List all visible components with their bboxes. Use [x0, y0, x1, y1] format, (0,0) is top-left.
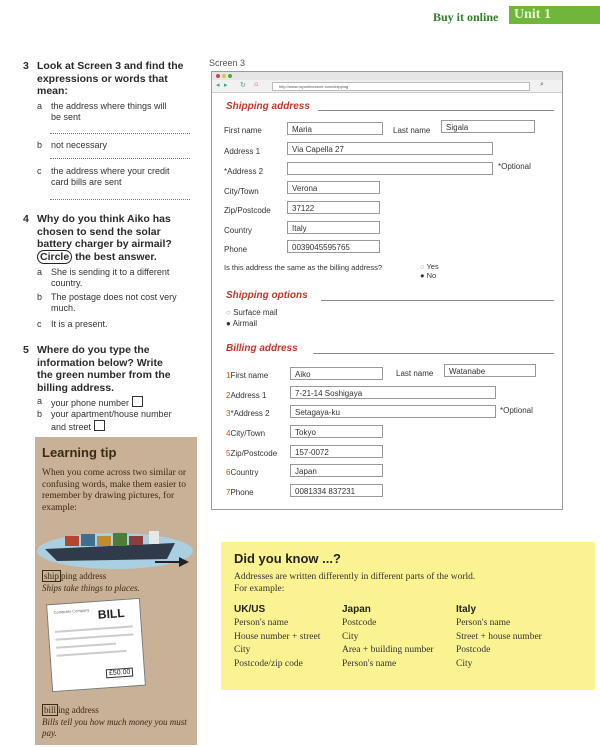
list-item: Postcode	[342, 618, 377, 628]
q4-line	[37, 251, 172, 264]
billing-address2-label	[226, 409, 270, 418]
bill-company: Computer Company	[53, 607, 90, 615]
column-list-japan	[342, 617, 434, 671]
item-line: She is sending it to a different	[51, 267, 170, 277]
label-text: First name	[230, 371, 269, 380]
q4-item-b[interactable]	[37, 292, 197, 316]
radio-yes-label: Yes	[426, 262, 439, 271]
airmail-label: Airmail	[232, 319, 258, 328]
billing-city-field[interactable]: Tokyo	[290, 425, 383, 438]
arrow-icon	[155, 555, 191, 569]
item-text: It is a present.	[51, 319, 108, 329]
did-you-know-line1: Addresses are written differently in different parts of the world.	[234, 572, 476, 582]
radio-yes[interactable]	[420, 262, 439, 271]
learning-tip-body: When you come across two similar or confusing words, make them easier to remember by drawing pictures, for example:	[42, 468, 187, 513]
list-item: Area + building number	[342, 645, 434, 655]
q3-item-c	[37, 166, 197, 190]
column-list-italy	[456, 617, 542, 671]
item-line: the address where your credit	[51, 166, 170, 176]
item-text	[51, 409, 172, 433]
billing-country-label	[226, 468, 258, 477]
reload-icon[interactable]: ↻	[240, 82, 246, 89]
browser-toolbar	[212, 80, 562, 93]
radio-airmail[interactable]	[226, 319, 257, 328]
q4-question	[37, 213, 172, 263]
list-item: Person's name	[234, 618, 289, 628]
optional-note: *Optional	[498, 162, 531, 171]
billing-zip-field[interactable]: 157-0072	[290, 445, 383, 458]
item-line: much.	[51, 303, 76, 313]
q5-number: 5	[23, 344, 29, 356]
city-field[interactable]: Verona	[287, 181, 380, 194]
label-text: *Address 2	[230, 409, 270, 418]
zip-label: Zip/Postcode	[224, 206, 271, 215]
radio-no[interactable]	[420, 271, 436, 280]
address-bar[interactable]: http://www.myonlinestore.com/shipping	[272, 82, 530, 91]
label-text: Zip/Postcode	[230, 449, 278, 458]
billing-address1-field[interactable]: 7-21-14 Soshigaya	[290, 386, 496, 399]
circled-word: Circle	[37, 250, 72, 264]
q3-line: expressions or words that	[37, 72, 168, 85]
q5-line: the green number from the	[37, 369, 171, 381]
q3-line: mean:	[37, 85, 68, 97]
bill-line	[57, 650, 127, 657]
q3-item-b	[37, 140, 197, 152]
label-text: City/Town	[230, 429, 266, 438]
q3-item-a	[37, 101, 197, 125]
q5-question	[37, 344, 171, 394]
billing-last-name-field[interactable]: Watanabe	[444, 364, 536, 377]
green-number: 4	[226, 429, 231, 438]
item-line: country.	[51, 278, 83, 288]
list-item: City	[234, 645, 251, 655]
billing-address2-field[interactable]: Setagaya-ku	[290, 405, 496, 418]
billing-first-name-label	[226, 371, 268, 380]
billing-definition: Bills tell you how much money you must pay.	[42, 717, 187, 738]
answer-line[interactable]	[50, 199, 190, 200]
item-line: your phone number	[51, 398, 130, 408]
billing-optional-note: *Optional	[500, 406, 533, 415]
answer-box[interactable]	[94, 420, 105, 431]
browser-window	[211, 71, 563, 510]
minimize-icon[interactable]	[222, 74, 226, 78]
q5-item-a	[37, 396, 197, 408]
learning-tip-panel	[35, 437, 197, 745]
first-name-field[interactable]: Maria	[287, 122, 383, 135]
forward-icon[interactable]: ▸	[224, 82, 228, 89]
country-field[interactable]: Italy	[287, 221, 380, 234]
radio-empty-icon: ○	[420, 262, 425, 271]
list-item: Street + house number	[456, 631, 542, 642]
item-line: the address where things will	[51, 101, 167, 111]
billing-phone-label	[226, 488, 254, 497]
section-divider	[313, 353, 554, 354]
zip-field[interactable]: 37122	[287, 201, 380, 214]
column-heading-ukus: UK/US	[234, 604, 266, 615]
item-text	[51, 101, 167, 123]
address1-field[interactable]: Via Capella 27	[287, 142, 493, 155]
shipping-address-word	[42, 571, 106, 581]
green-number: 7	[226, 488, 231, 497]
phone-label: Phone	[224, 245, 248, 254]
list-item: House number + street	[234, 631, 321, 642]
q5-line: billing address.	[37, 381, 115, 394]
q3-number: 3	[23, 60, 29, 72]
billing-city-label	[226, 429, 265, 438]
item-letter: a	[37, 396, 43, 406]
last-name-label: Last name	[393, 126, 431, 135]
list-item: City	[456, 658, 473, 669]
item-letter: b	[37, 140, 43, 150]
address2-field[interactable]	[287, 162, 493, 175]
answer-line[interactable]	[50, 158, 190, 159]
unit-badge: Unit 1	[509, 6, 600, 24]
address1-label: Address 1	[224, 147, 261, 156]
green-number: 3	[226, 409, 231, 418]
radio-selected-icon: ●	[420, 271, 425, 280]
item-text: not necessary	[51, 140, 108, 150]
did-you-know-line2: For example:	[234, 584, 285, 594]
billing-address-title: Billing address	[226, 343, 298, 354]
billing-last-name-label: Last name	[396, 369, 434, 378]
phone-field[interactable]: 0039045595765	[287, 240, 380, 253]
surface-mail-label: Surface mail	[233, 308, 278, 317]
column-list-ukus	[234, 617, 320, 671]
browser-titlebar	[212, 72, 562, 80]
item-text	[51, 166, 170, 188]
same-address-question: Is this address the same as the billing address?	[224, 263, 383, 272]
q5-line: Where do you type the	[37, 344, 150, 356]
item-line: and street	[51, 422, 92, 432]
country-label: Country	[224, 226, 253, 235]
city-label: City/Town	[224, 187, 259, 196]
column-heading-japan: Japan	[342, 604, 371, 615]
answer-line[interactable]	[50, 133, 190, 134]
bill-line	[56, 643, 116, 649]
item-line: be sent	[51, 112, 81, 122]
item-line: card bills are sent	[51, 177, 122, 187]
bill-line	[55, 633, 133, 640]
list-item: Postcode	[456, 645, 491, 655]
search-icon[interactable]: ⌕	[540, 81, 544, 88]
radio-surface-mail[interactable]	[226, 308, 278, 317]
screen-label: Screen 3	[209, 58, 246, 68]
billing-phone-field[interactable]: 0081334 837231	[290, 484, 383, 497]
billing-first-name-field[interactable]: Aiko	[290, 367, 383, 380]
header-title: Buy it online	[433, 10, 499, 24]
billing-address-word	[42, 705, 99, 715]
green-number: 2	[226, 391, 231, 400]
did-you-know-title: Did you know ...?	[234, 551, 341, 566]
radio-empty-icon: ○	[226, 308, 231, 317]
word-highlight: ship	[44, 571, 60, 581]
home-icon[interactable]: ⌂	[254, 81, 259, 88]
bill-amount: £50.00	[106, 667, 134, 678]
item-text	[51, 396, 143, 409]
item-letter: b	[37, 409, 43, 419]
list-item: Person's name	[342, 658, 397, 669]
section-divider	[318, 110, 554, 111]
bill-line	[55, 625, 133, 632]
green-number: 5	[226, 449, 231, 458]
billing-address1-label	[226, 391, 266, 400]
green-number: 1	[226, 371, 231, 380]
item-letter: b	[37, 292, 43, 302]
label-text: Country	[230, 468, 259, 477]
q4-line: battery charger by airmail?	[37, 238, 172, 250]
billing-zip-label	[226, 449, 277, 458]
shipping-definition: Ships take things to places.	[42, 583, 140, 593]
shipping-options-title: Shipping options	[226, 290, 308, 301]
item-letter: a	[37, 101, 43, 111]
address2-label: *Address 2	[224, 167, 264, 176]
last-name-field[interactable]: Sigala	[441, 120, 535, 133]
q4-line: chosen to send the solar	[37, 225, 161, 238]
back-icon[interactable]: ◂	[216, 82, 220, 89]
close-icon[interactable]	[216, 74, 220, 78]
q4-line: Why do you think Aiko has	[37, 213, 171, 225]
radio-no-label: No	[426, 271, 437, 280]
list-item: Person's name	[456, 618, 511, 628]
answer-box[interactable]	[132, 396, 143, 407]
word-highlight: bill	[44, 705, 57, 715]
q3-line: Look at Screen 3 and find the	[37, 60, 184, 72]
item-line: your apartment/house number	[51, 409, 172, 419]
billing-country-field[interactable]: Japan	[290, 464, 383, 477]
item-line: The postage does not cost very	[51, 292, 177, 302]
list-item: Postcode/zip code	[234, 658, 303, 669]
word-rest: ping address	[61, 571, 107, 581]
did-you-know-panel	[221, 542, 595, 690]
item-letter: a	[37, 267, 43, 277]
first-name-label: First name	[224, 126, 262, 135]
label-text: Address 1	[230, 391, 267, 400]
item-text	[51, 267, 169, 289]
item-letter: c	[37, 166, 42, 176]
item-letter: c	[37, 319, 42, 329]
label-text: Phone	[230, 488, 254, 497]
list-item: City	[342, 631, 359, 642]
maximize-icon[interactable]	[228, 74, 232, 78]
green-number: 6	[226, 468, 231, 477]
bill-illustration	[46, 598, 146, 692]
q4-item-a[interactable]	[37, 267, 197, 291]
shipping-address-title: Shipping address	[226, 101, 310, 112]
q5-item-b	[37, 409, 202, 433]
word-rest: ing address	[58, 705, 99, 715]
column-heading-italy: Italy	[456, 604, 477, 615]
radio-selected-icon: ●	[226, 319, 231, 328]
section-divider	[321, 300, 554, 301]
q4-number: 4	[23, 213, 29, 225]
q3-question	[37, 60, 183, 98]
item-text	[51, 292, 177, 314]
q5-line: information below? Write	[37, 356, 163, 369]
q4-instruction: the best answer.	[72, 250, 157, 263]
bill-heading: BILL	[97, 605, 125, 622]
q4-item-c[interactable]	[37, 319, 197, 331]
learning-tip-title: Learning tip	[42, 445, 117, 460]
